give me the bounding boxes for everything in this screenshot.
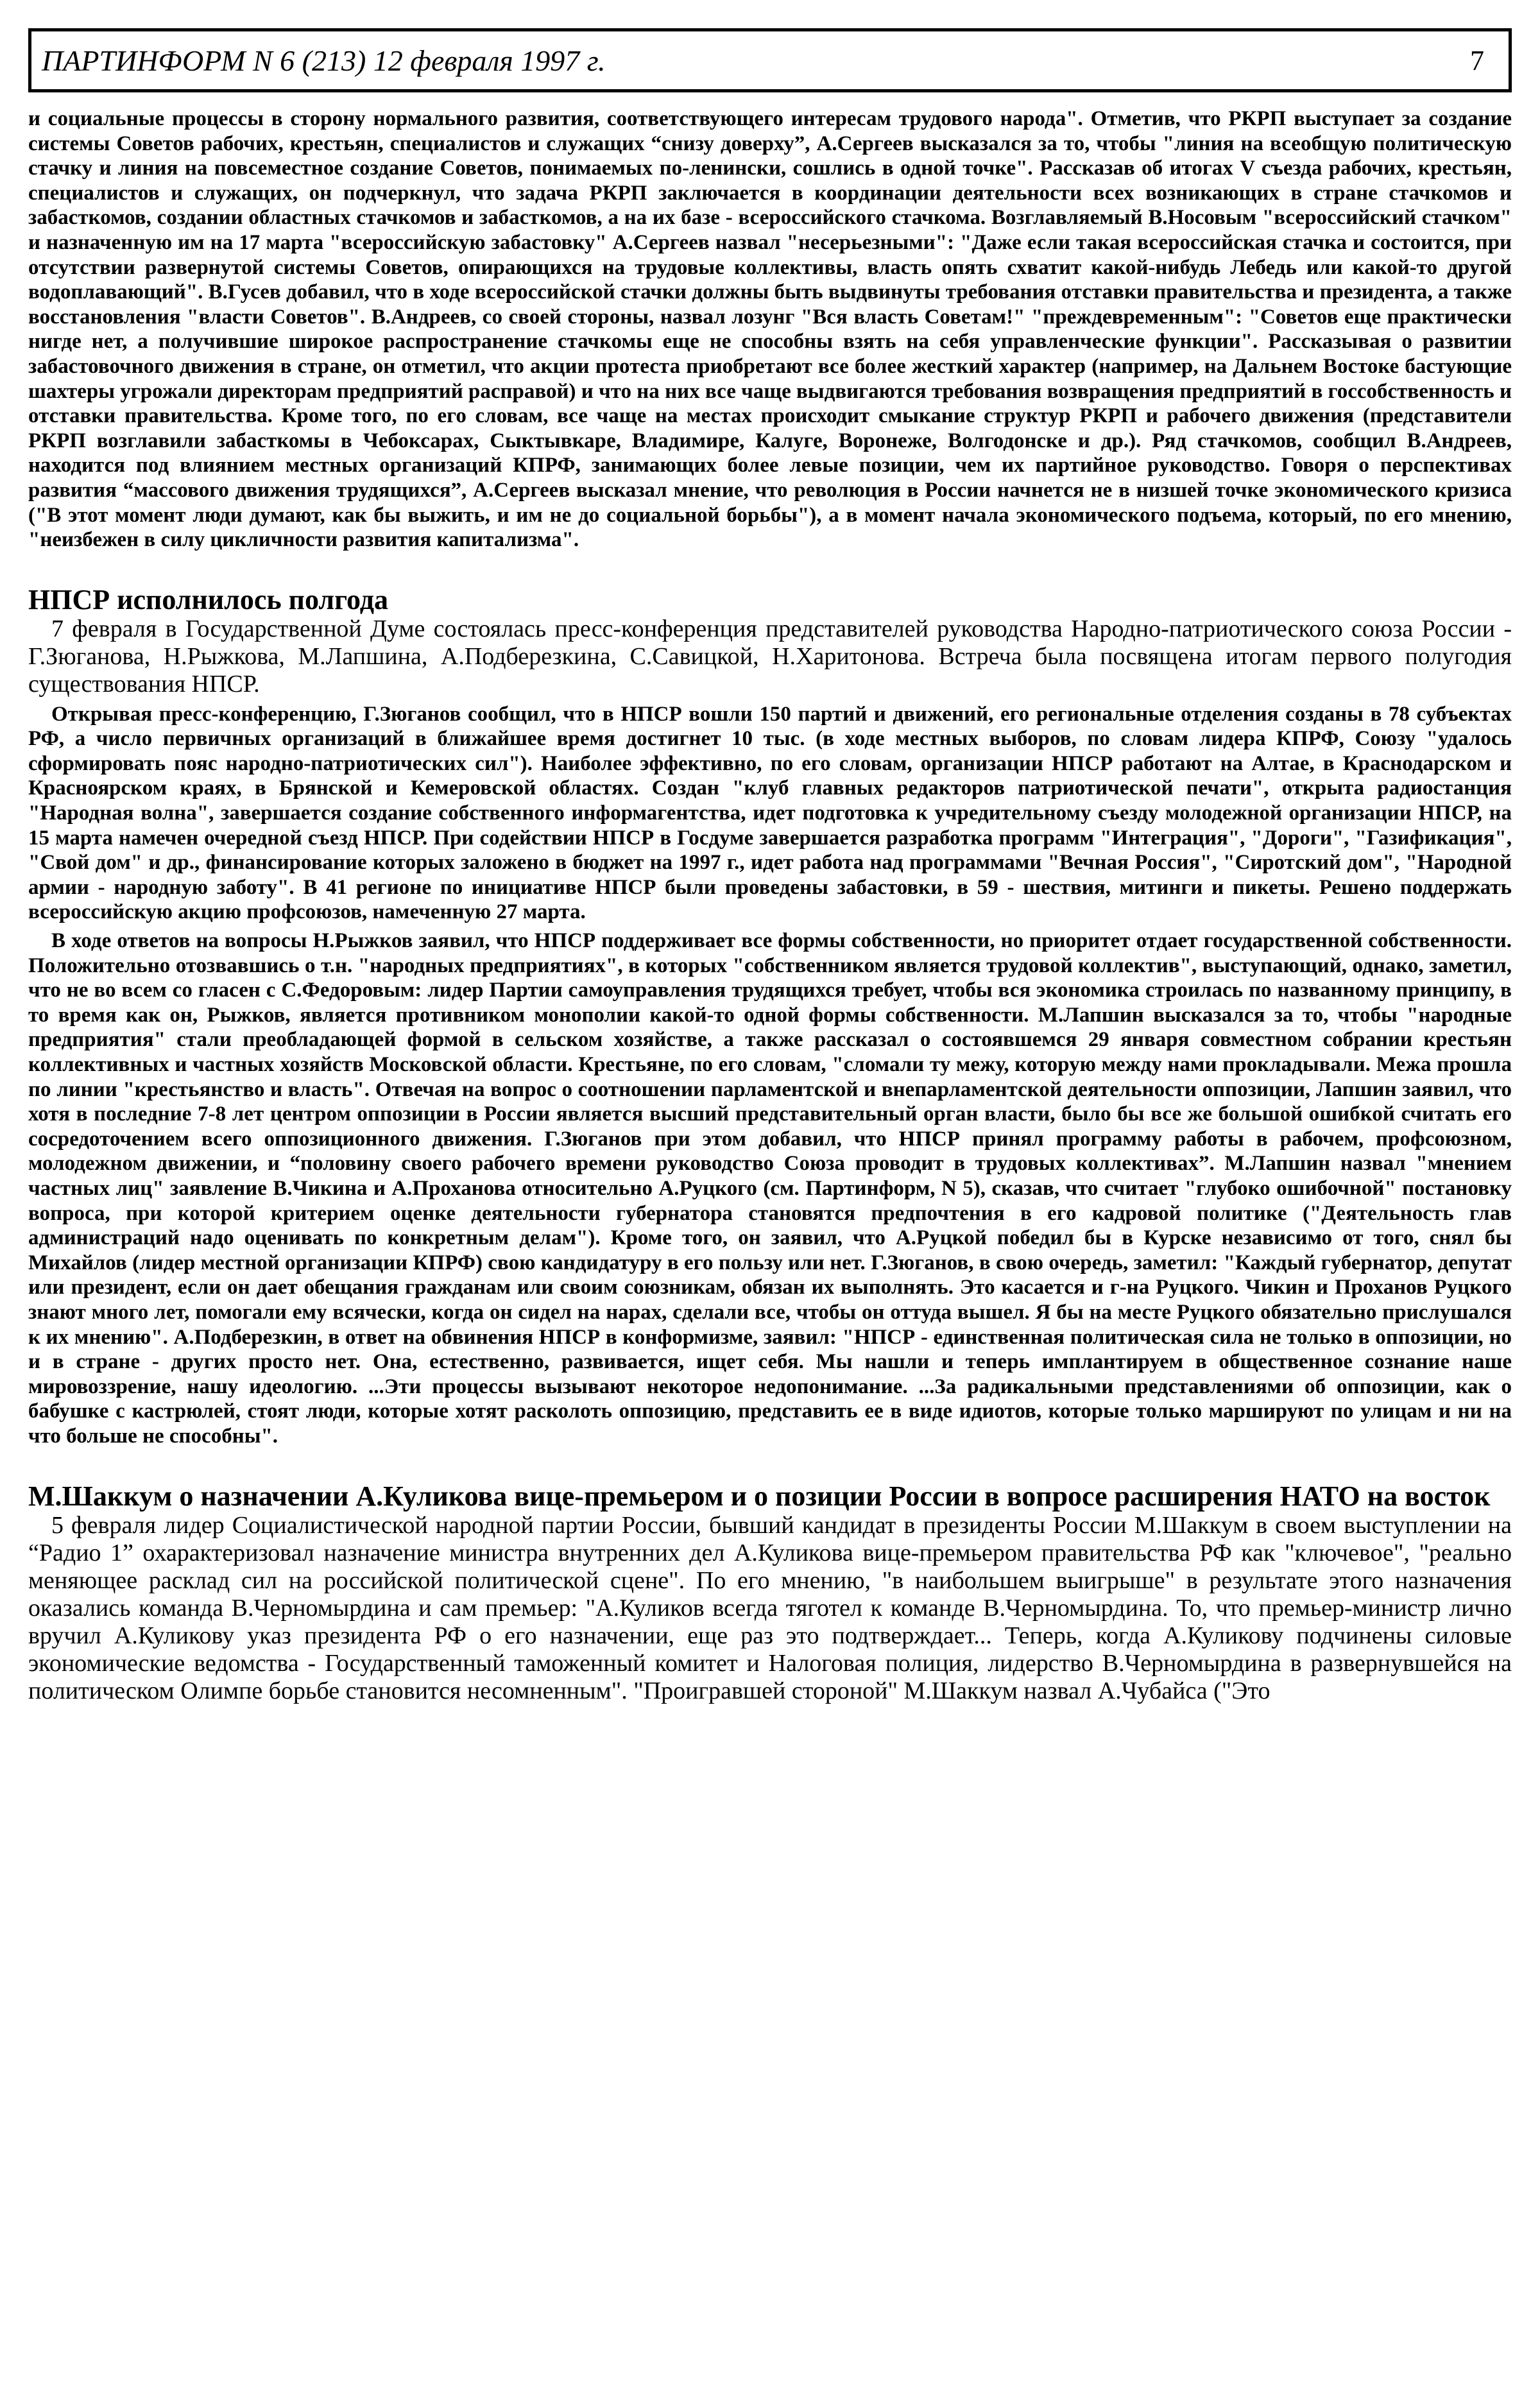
article-continuation-paragraph: и социальные процессы в сторону нормального развития, соответствующего интересам трудового народа". Отметив, что РКРП выступает за создание системы Советов рабочих, крестьян, специалистов и служащих “снизу доверху”, А.Сергеев высказался за то, чтобы "линия на всеобщую политическую стачку и линия на повсеместное создание Советов, понимаемых по-ленински, сошлись в одной точке". Рассказав об итогах V съезда рабочих, крестьян, специалистов и служащих, он подчеркнул, что задача РКРП заключается в координации деятельности всех возникающих в стране стачкомов и забасткомов, создании областных стачкомов и забасткомов, а на их базе - всероссийского стачкома. Возглавляемый В.Носовым "всероссийский стачком" и назначенную им на 17 марта "всероссийскую забастовку" А.Сергеев назвал "несерьезными": "Даже если такая всероссийская стачка и состоится, при отсутствии развернутой системы Советов, опирающихся на трудовые коллективы, власть опять схватит какой-нибудь Лебедь или какой-то другой водоплавающий". В.Гусев добавил, что в ходе всероссийской стачки должны быть выдвинуты требования отставки правительства и президента, а также восстановления "власти Советов". В.Андреев, со своей стороны, назвал лозунг "Вся власть Советам!" "преждевременным": "Советов еще практически нигде нет, а получившие широкое распространение стачкомы еще не способны взять на себя управленческие функции". Рассказывая о развитии забастовочного движения в стране, он отметил, что акции протеста приобретают все более жесткий характер (например, на Дальнем Востоке бастующие шахтеры угрожали директорам предприятий расправой) и что на них все чаще выдвигаются требования возвращения предприятий в госсобственность и отставки правительства. Кроме того, по его словам, все чаще на местах происходит смыкание структур РКРП и рабочего движения (представители РКРП возглавили забасткомы в Чебоксарах, Сыктывкаре, Владимире, Калуге, Воронеже, Волгодонске и др.). Ряд стачкомов, сообщил В.Андреев, находится под влиянием местных организаций КПРФ, занимающих более левые позиции, чем их партийное руководство. Говоря о перспективах развития “массового движения трудящихся”, А.Сергеев высказал мнение, что революция в России начнется не в низшей точке экономического кризиса ("В этот момент люди думают, как бы выжить, и им не до социальной борьбы"), а в момент начала экономического подъема, который, по его мнению, "неизбежен в силу цикличности развития капитализма". — [28, 107, 1512, 552]
npsr-section-heading: НПСР исполнилось полгода — [28, 583, 388, 615]
npsr-paragraph-1: Открывая пресс-конференцию, Г.Зюганов сообщил, что в НПСР вошли 150 партий и движений, его региональные отделения созданы в 78 субъектах РФ, а число первичных организаций в ближайшее время достигнет 10 тыс. (в ходе местных выборов, по словам лидера КПРФ, Союзу "удалось сформировать пояс народно-патриотических сил"). Наиболее эффективно, по его словам, организации НПСР работают на Алтае, в Краснодарском и Красноярском краях, в Брянской и Кемеровской областях. Создан "клуб главных редакторов патриотической печати", открыта радиостанция "Народная волна", завершается создание собственного информагентства, идет подготовка к учредительному съезду молодежной организации НПСР, на 15 марта намечен очередной съезд НПСР. При содействии НПСР в Госдуме завершается разработка программ "Интеграция", "Дороги", "Газификация", "Свой дом" и др., финансирование которых заложено в бюджет на 1997 г., идет работа над программами "Вечная Россия", "Сиротский дом", "Народной армии - народную заботу". В 41 регионе по инициативе НПСР были проведены забастовки, в 59 - шествия, митинги и пикеты. Решено поддержать всероссийскую акцию профсоюзов, намеченную 27 марта. — [28, 702, 1512, 924]
page-header — [28, 28, 1512, 92]
shakkum-section-heading: М.Шаккум о назначении А.Куликова вице-премьером и о позиции России в вопросе расширения НАТО на восток — [28, 1480, 1491, 1512]
shakkum-lead-paragraph: 5 февраля лидер Социалистической народной партии России, бывший кандидат в президенты России М.Шаккум в своем выступлении на “Радио 1” охарактеризовал назначение министра внутренних дел А.Куликова вице-премьером правительства РФ как "ключевое", "реально меняющее расклад сил на российской политической сцене". По его мнению, "в наибольшем выигрыше" в результате этого назначения оказались команда В.Черномырдина и сам премьер: "А.Куликов всегда тяготел к команде В.Черномырдина. То, что премьер-министр лично вручил А.Куликову указ президента РФ о его назначении, еще раз это подтверждает... Теперь, когда А.Куликову подчинены силовые экономические ведомства - Государственный таможенный комитет и Налоговая полиция, лидерство В.Черномырдина в развернувшейся на политическом Олимпе борьбе становится несомненным". "Проигравшей стороной" М.Шаккум назвал А.Чубайса ("Это — [28, 1511, 1512, 1704]
npsr-paragraph-2: В ходе ответов на вопросы Н.Рыжков заявил, что НПСР поддерживает все формы собственности, но приоритет отдает государственной собственности. Положительно отозвавшись о т.н. "народных предприятиях", в которых "собственником является трудовой коллектив", выступающий, однако, заметил, что не во всем со гласен с С.Федоровым: лидер Партии самоуправления трудящихся требует, чтобы вся экономика строилась по названному принципу, в то время как он, Рыжков, является противником монополии какой-то одной формы собственности. М.Лапшин высказался за то, чтобы "народные предприятия" стали преобладающей формой в сельском хозяйстве, а также рассказал о состоявшемся 29 января совместном собрании крестьян коллективных и частных хозяйств Московской области. Крестьяне, по его словам, "сломали ту межу, которую между нами прокладывали. Межа прошла по линии "крестьянство и власть". Отвечая на вопрос о соотношении парламентской и внепарламентской деятельности оппозиции, Лапшин заявил, что хотя в последние 7-8 лет центром оппозиции в России является высший представительный орган власти, было бы все же большой ошибкой считать его сосредоточением всего оппозиционного движения. Г.Зюганов при этом добавил, что НПСР принял программу работы в рабочем, профсоюзном, молодежном движении, и “половину своего рабочего времени руководство Союза проводит в трудовых коллективах”. М.Лапшин назвал "мнением частных лиц" заявление В.Чикина и А.Проханова относительно А.Руцкого (см. Партинформ, N 5), сказав, что считает "глубоко ошибочной" постановку вопроса, при которой критерием оценке деятельности губернатора становятся предпочтения в его кадровой политике ("Деятельность глав администраций надо оценивать по конкретным делам"). Кроме того, он заявил, что А.Руцкой победил бы в Курске независимо от того, снял бы Михайлов (лидер местной организации КПРФ) свою кандидатуру в его пользу или нет. Г.Зюганов, в свою очередь, заметил: "Каждый губернатор, депутат или президент, если он дает обещания гражданам или своим союзникам, обязан их выполнять. Это касается и г-на Руцкого. Чикин и Проханов Руцкого знают много лет, помогали ему всячески, когда он сидел на нарах, сделали все, чтобы он оттуда вышел. Я бы на месте Руцкого обязательно прислушался к их мнению". А.Подберезкин, в ответ на обвинения НПСР в конформизме, заявил: "НПСР - единственная политическая сила не только в оппозиции, но и в стране - других просто нет. Она, естественно, развивается, ищет себя. Мы нашли и теперь имплантируем в общественное сознание наше мировоззрение, нашу идеологию. ...Эти процессы вызывают некоторое недопонимание. ...За радикальными представлениями об оппозиции, как о бабушке с кастрюлей, стоят люди, которые хотят расколоть оппозицию, представить ее в виде идиотов, которые только маршируют по улицам и ни на что больше не способны". — [28, 929, 1512, 1448]
page-number: 7 — [1470, 44, 1484, 76]
newspaper-page — [28, 28, 1512, 1705]
npsr-lead-paragraph: 7 февраля в Государственной Думе состоялась пресс-конференция представителей руководства Народно-патриотического союза России - Г.Зюганова, Н.Рыжкова, М.Лапшина, А.Подберезкина, С.Савицкой, Н.Харитонова. Встреча была посвящена итогам первого полугодия существования НПСР. — [28, 615, 1512, 698]
publication-title: ПАРТИНФОРМ N 6 (213) 12 февраля 1997 г. — [42, 44, 606, 77]
